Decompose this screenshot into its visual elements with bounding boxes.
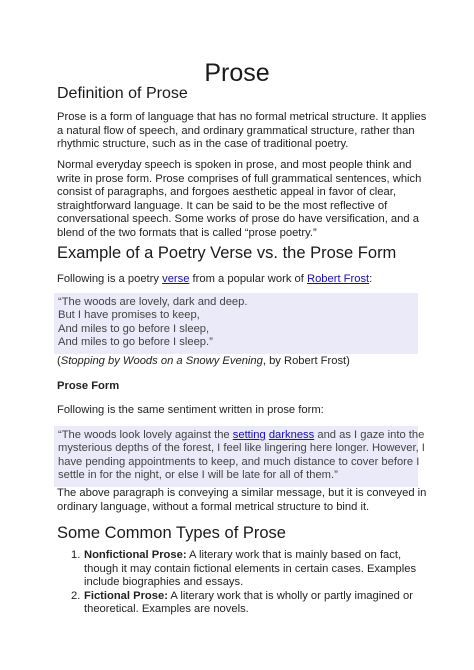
text-line: ordinary language, without a formal metrical structure to bind it. [57,500,370,513]
list-number: 1. [71,549,81,561]
poem-citation [57,355,417,369]
list-number: 2. [71,589,81,602]
example-heading: Example of a Poetry Verse vs. the Prose Form [57,244,397,262]
text-line: The above paragraph is conveying a similar message, but it is conveyed in [57,487,427,499]
text-line: conversational speech. Some works of prose do have versification, and a [57,213,419,226]
definition-heading: Definition of Prose [57,85,188,102]
list-text: A literary work that is mainly based on fact, [186,549,402,561]
text-line: rhythmic structure, such as in the case of traditional poetry. [57,138,349,151]
robert-frost-link[interactable]: Robert Frost [306,273,370,285]
text-line: blend of the two formats that is called “prose poetry.” [57,226,317,239]
text-line [57,273,417,287]
prose-line [58,429,425,442]
intro-text: from a popular work of [189,273,307,285]
text-line: write in prose form. Prose comprises of full grammatical sentences, which [57,172,422,185]
prose-form-heading: Prose Form [57,380,120,392]
list-term: Nonfictional Prose: [84,549,187,561]
poem-line: “The woods are lovely, dark and deep. [58,296,248,308]
prose-line: have pending appointments to keep, and much distance to cover before I [58,455,420,468]
intro-text: : [369,273,373,285]
text-line [57,355,417,369]
prose-intro: Following is the same sentiment written in prose form: [57,404,324,416]
text-line: include biographies and essays. [84,576,244,589]
citation-title: Stopping by Woods on a Snowy Evening [60,355,263,367]
list-item [57,549,427,590]
citation-text: , by Robert Frost) [262,355,350,367]
example-intro [57,273,417,287]
text-line: straightforward language. It can be said to be the most reflective of [57,199,388,212]
types-heading: Some Common Types of Prose [57,524,286,542]
text-line [84,590,427,604]
poem-line: But I have promises to keep, [58,309,200,322]
text-line: theoretical. Examples are novels. [84,603,249,616]
text-line: Prose is a form of language that has no formal metrical structure. It applies [57,111,427,123]
intro-text: Following is a poetry [57,273,163,285]
prose-line: mysterious depths of the forest, I feel like lingering here longer. However, I [58,442,425,455]
conclusion-paragraph [57,487,427,514]
prose-types-list [57,549,427,617]
prose-quote-block [54,426,425,487]
list-item [57,590,427,617]
prose-text: and as I gaze into the [314,429,425,441]
poem-line: And miles to go before I sleep, [58,322,210,335]
verse-link[interactable]: verse [162,273,190,285]
citation-text: ( [57,355,61,367]
poem-line: And miles to go before I sleep.” [58,336,213,349]
text-line: a natural flow of speech, and ordinary grammatical structure, rather than [57,124,415,137]
darkness-link[interactable]: darkness [268,429,315,441]
setting-link[interactable]: setting [232,429,266,441]
poem-quote-block [54,293,418,354]
prose-text: “The woods look lovely against the [58,429,233,441]
list-term: Fictional Prose: [84,589,168,602]
definition-paragraph-1 [57,111,427,152]
prose-line: settle in for the night, or else I will be late for all of them.” [58,469,338,482]
document-title: Prose [204,59,270,87]
text-line: consist of paragraphs, and forgoes aesthetic appeal in favor of clear, [57,186,396,199]
text-line: though it may contain fictional elements in certain cases. Examples [84,562,417,575]
text-line: Normal everyday speech is spoken in prose, and most people think and [57,159,412,171]
text-line [84,549,427,563]
definition-paragraph-2 [57,159,422,241]
list-text: A literary work that is wholly or partly imagined or [167,589,413,602]
